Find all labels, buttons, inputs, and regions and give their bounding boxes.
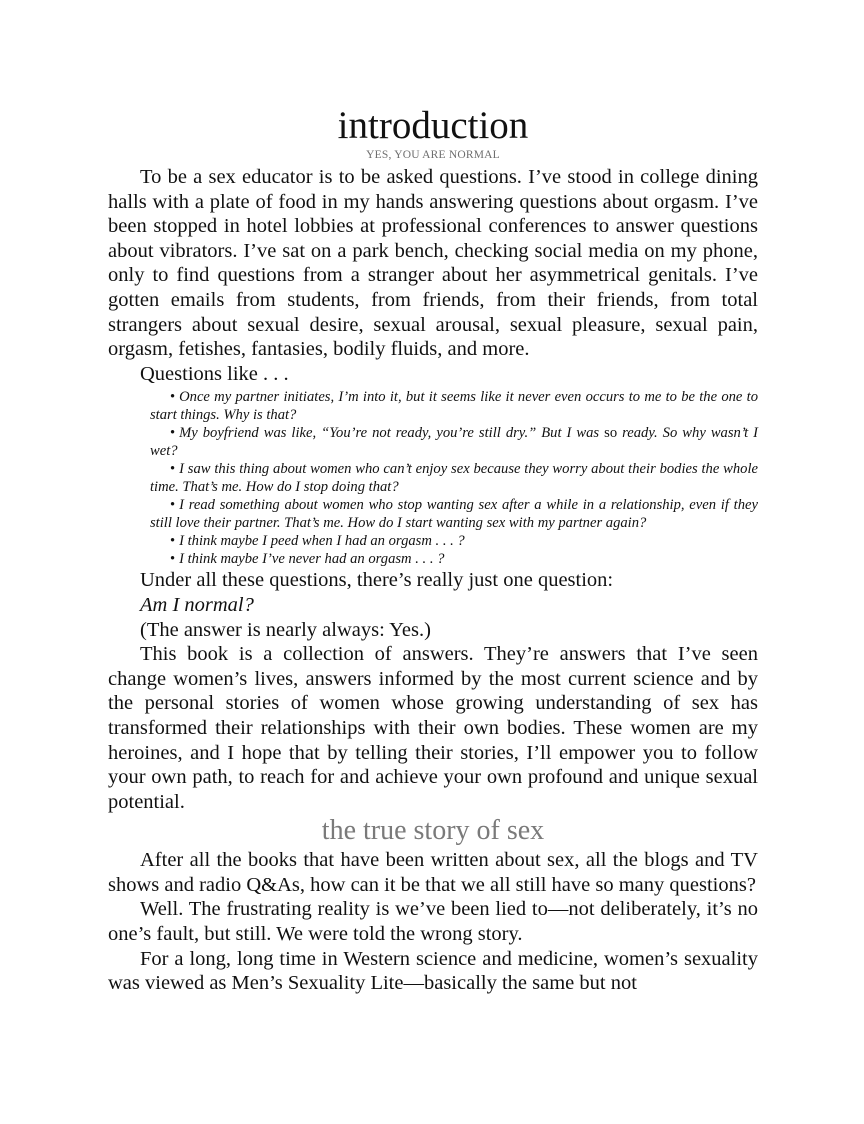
question-text: I think maybe I’ve never had an orgasm . . . ? xyxy=(179,551,445,568)
section-paragraph-2: Well. The frustrating reality is we’ve been lied to—not deliberately, it’s no one’s fault, but still. We were told the wrong story. xyxy=(108,898,758,946)
one-question-line: Under all these questions, there’s really just one question: xyxy=(140,569,614,592)
section-paragraph-3: For a long, long time in Western science and medicine, women’s sexuality was viewed as Men’s Sexuality Lite—basically the same but not xyxy=(108,947,758,995)
question-text: My boyfriend was like, “You’re not ready, you’re still dry.” But I was xyxy=(179,425,605,442)
question-item xyxy=(150,496,758,532)
question-item xyxy=(150,532,758,550)
question-text: I think maybe I peed when I had an orgasm . . . ? xyxy=(179,533,465,550)
chapter-title: introduction xyxy=(337,104,529,147)
question-item xyxy=(150,460,758,496)
questions-list xyxy=(150,388,758,568)
bullet-icon: • xyxy=(170,551,176,568)
question-text: Once my partner initiates, I’m into it, but it seems like it never even occurs to me to be the one to start things. Why is that? xyxy=(150,389,758,424)
question-text: I read something about women who stop wanting sex after a while in a relationship, even if they still love their partner. That’s me. How do I start wanting sex with my partner again? xyxy=(150,497,758,532)
question-item xyxy=(150,550,758,568)
intro-paragraph-1: To be a sex educator is to be asked questions. I’ve stood in college dining halls with a plate of food in my hands answering questions about orgasm. I’ve been stopped in hotel lobbies at professional conferences to answer questions about vibrators. I’ve sat on a park bench, checking social media on my phone, only to find questions from a stranger about her asymmetrical genitals. I’ve gotten emails from students, from friends, from their friends, from total strangers about sexual desire, sexual arousal, sexual pleasure, sexual pain, orgasm, fetishes, fantasies, bodily fluids, and more. xyxy=(108,166,758,361)
question-item xyxy=(150,424,758,460)
question-text: I saw this thing about women who can’t enjoy sex because they worry about their bodies the whole time. That’s me. How do I stop doing that? xyxy=(150,461,758,496)
bullet-icon: • xyxy=(170,533,176,550)
section-paragraph-1: After all the books that have been written about sex, all the blogs and TV shows and radio Q&As, how can it be that we all still have so many questions? xyxy=(108,849,758,896)
bullet-icon: • xyxy=(170,425,176,442)
bullet-icon: • xyxy=(170,461,176,478)
am-i-normal-line: Am I normal? xyxy=(140,593,254,616)
chapter-subtitle: YES, YOU ARE NORMAL xyxy=(366,149,500,161)
questions-lead-in: Questions like . . . xyxy=(140,362,289,385)
section-title: the true story of sex xyxy=(321,815,545,847)
intro-paragraph-2: This book is a collection of answers. They’re answers that I’ve seen change women’s lives, answers informed by the most current science and by the personal stories of women whose growing understanding of sex has transformed their relationships with their own bodies. These women are my heroines, and I hope that by telling their stories, I’ll empower you to follow your own path, to reach for and achieve your own profound and unique sexual potential. xyxy=(108,643,758,813)
question-text: ready. So why wasn’t I wet? xyxy=(150,425,758,460)
question-item xyxy=(150,388,758,424)
bullet-icon: • xyxy=(170,389,176,406)
question-emphasis: so xyxy=(604,425,618,442)
answer-line: (The answer is nearly always: Yes.) xyxy=(140,618,431,641)
book-page xyxy=(108,104,758,996)
bullet-icon: • xyxy=(170,497,176,514)
